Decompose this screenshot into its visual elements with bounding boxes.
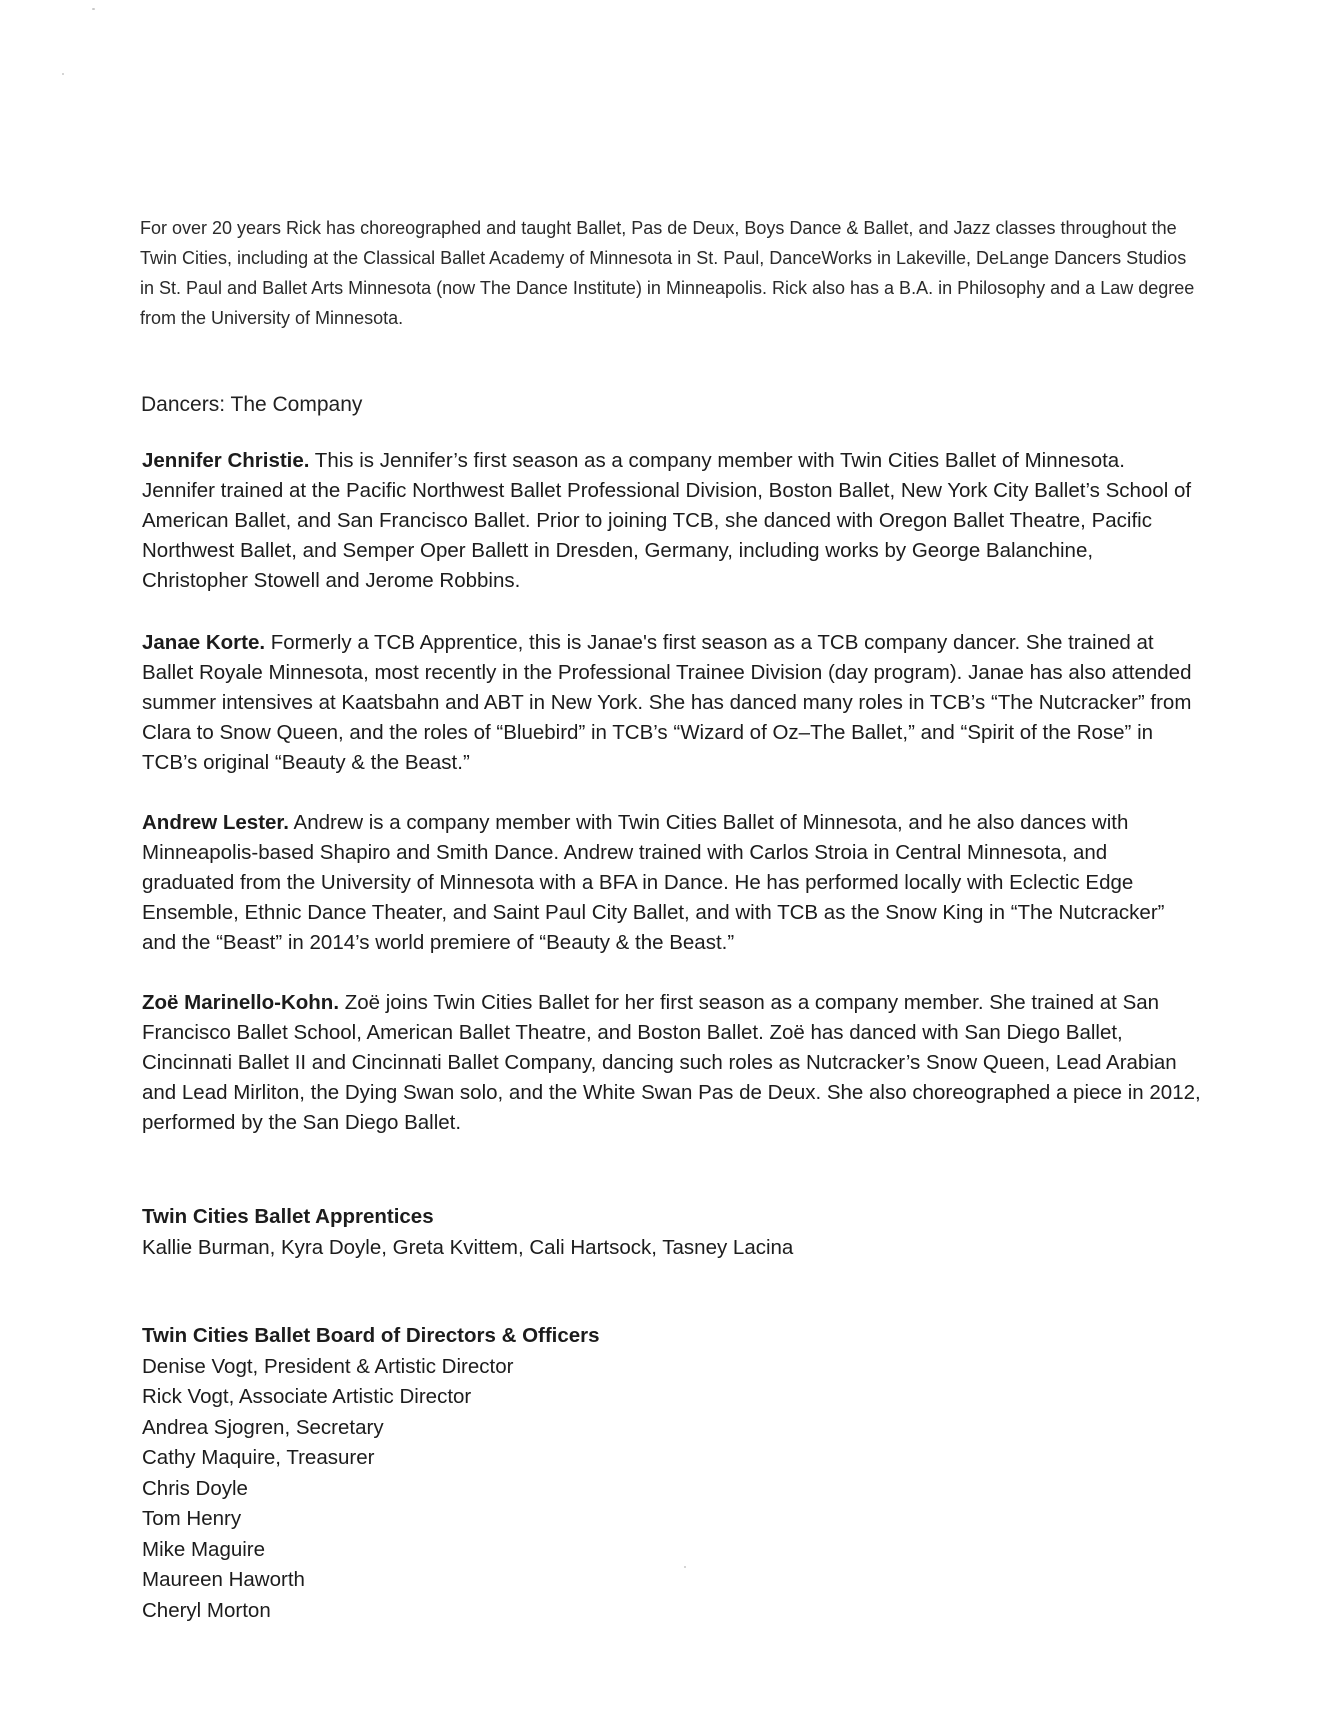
dancer-bio (142, 808, 1202, 958)
dancer-bio-text: Formerly a TCB Apprentice, this is Janae's first season as a TCB company dancer. She trained at Ballet Royale Minnesota, most recently in the Professional Trainee Division (day program). Janae has also attended summer intensives at Kaatsbahn and ABT in New York. She has danced many roles in TCB’s “The Nutcracker” from Clara to Snow Queen, and the roles of “Bluebird” in TCB’s “Wizard of Oz–The Ballet,” and “Spirit of the Rose” in TCB’s original “Beauty & the Beast.” (142, 631, 1192, 774)
apprentices-names: Kallie Burman, Kyra Doyle, Greta Kvittem, Cali Hartsock, Tasney Lacina (142, 1235, 794, 1259)
dancer-bio (142, 446, 1202, 596)
board-heading: Twin Cities Ballet Board of Directors & Officers (142, 1324, 600, 1347)
scan-speck (92, 8, 95, 10)
board-member: Andrea Sjogren, Secretary (142, 1415, 384, 1439)
board-member: Maureen Haworth (142, 1568, 305, 1591)
board-member: Denise Vogt, President & Artistic Director (142, 1354, 514, 1378)
board-member: Chris Doyle (142, 1476, 248, 1500)
dancer-bio-text: Zoë joins Twin Cities Ballet for her first season as a company member. She trained at San Francisco Ballet School, American Ballet Theatre, and Boston Ballet. Zoë has danced with San Diego Ballet, Cincinnati Ballet II and Cincinnati Ballet Company, dancing such roles as Nutcracker’s Snow Queen, Lead Arabian and Lead Mirliton, the Dying Swan solo, and the White Swan Pas de Deux. She also choreographed a piece in 2012, performed by the San Diego Ballet. (142, 991, 1201, 1134)
board-member: Tom Henry (142, 1507, 242, 1530)
board-member: Mike Maguire (142, 1537, 266, 1561)
board-member: Cheryl Morton (142, 1598, 271, 1622)
board-member-list (142, 1352, 1042, 1627)
dancer-name: Zoë Marinello-Kohn. (142, 991, 340, 1014)
dancer-name: Andrew Lester. (142, 811, 289, 834)
dancer-name: Jennifer Christie. (142, 449, 310, 472)
intro-paragraph: For over 20 years Rick has choreographed and taught Ballet, Pas de Deux, Boys Dance & Ballet, and Jazz classes throughout the Twin Cities, including at the Classical Ballet Academy of Minnesota in St. Paul, DanceWorks in Lakeville, DeLange Dancers Studios in St. Paul and Ballet Arts Minnesota (now The Dance Institute) in Minneapolis. Rick also has a B.A. in Philosophy and a Law degree from the University of Minnesota. (140, 218, 1195, 328)
dancer-bio (142, 988, 1202, 1138)
dancer-bio (142, 628, 1202, 778)
apprentices-heading: Twin Cities Ballet Apprentices (142, 1205, 434, 1228)
dancer-bio-text: This is Jennifer’s first season as a company member with Twin Cities Ballet of Minnesota. Jennifer trained at the Pacific Northwest Ballet Professional Division, Boston Ballet, New York City Ballet’s School of American Ballet, and San Francisco Ballet. Prior to joining TCB, she danced with Oregon Ballet Theatre, Pacific Northwest Ballet, and Semper Oper Ballett in Dresden, Germany, including works by George Balanchine, Christopher Stowell and Jerome Robbins. (142, 449, 1192, 592)
dancer-name: Janae Korte. (142, 631, 266, 654)
board-member: Rick Vogt, Associate Artistic Director (142, 1385, 472, 1408)
dancer-bio-text: Andrew is a company member with Twin Cities Ballet of Minnesota, and he also dances with Minneapolis-based Shapiro and Smith Dance. Andrew trained with Carlos Stroia in Central Minnesota, and graduated from the University of Minnesota with a BFA in Dance. He has performed locally with Eclectic Edge Ensemble, Ethnic Dance Theater, and Saint Paul City Ballet, and with TCB as the Snow King in “The Nutcracker” and the “Beast” in 2014’s world premiere of “Beauty & the Beast.” (142, 811, 1165, 954)
section-title: Dancers: The Company (141, 393, 363, 416)
scan-speck (62, 73, 64, 75)
board-section (142, 1321, 1042, 1626)
board-member: Cathy Maquire, Treasurer (142, 1446, 375, 1469)
apprentices-section (142, 1202, 1042, 1263)
